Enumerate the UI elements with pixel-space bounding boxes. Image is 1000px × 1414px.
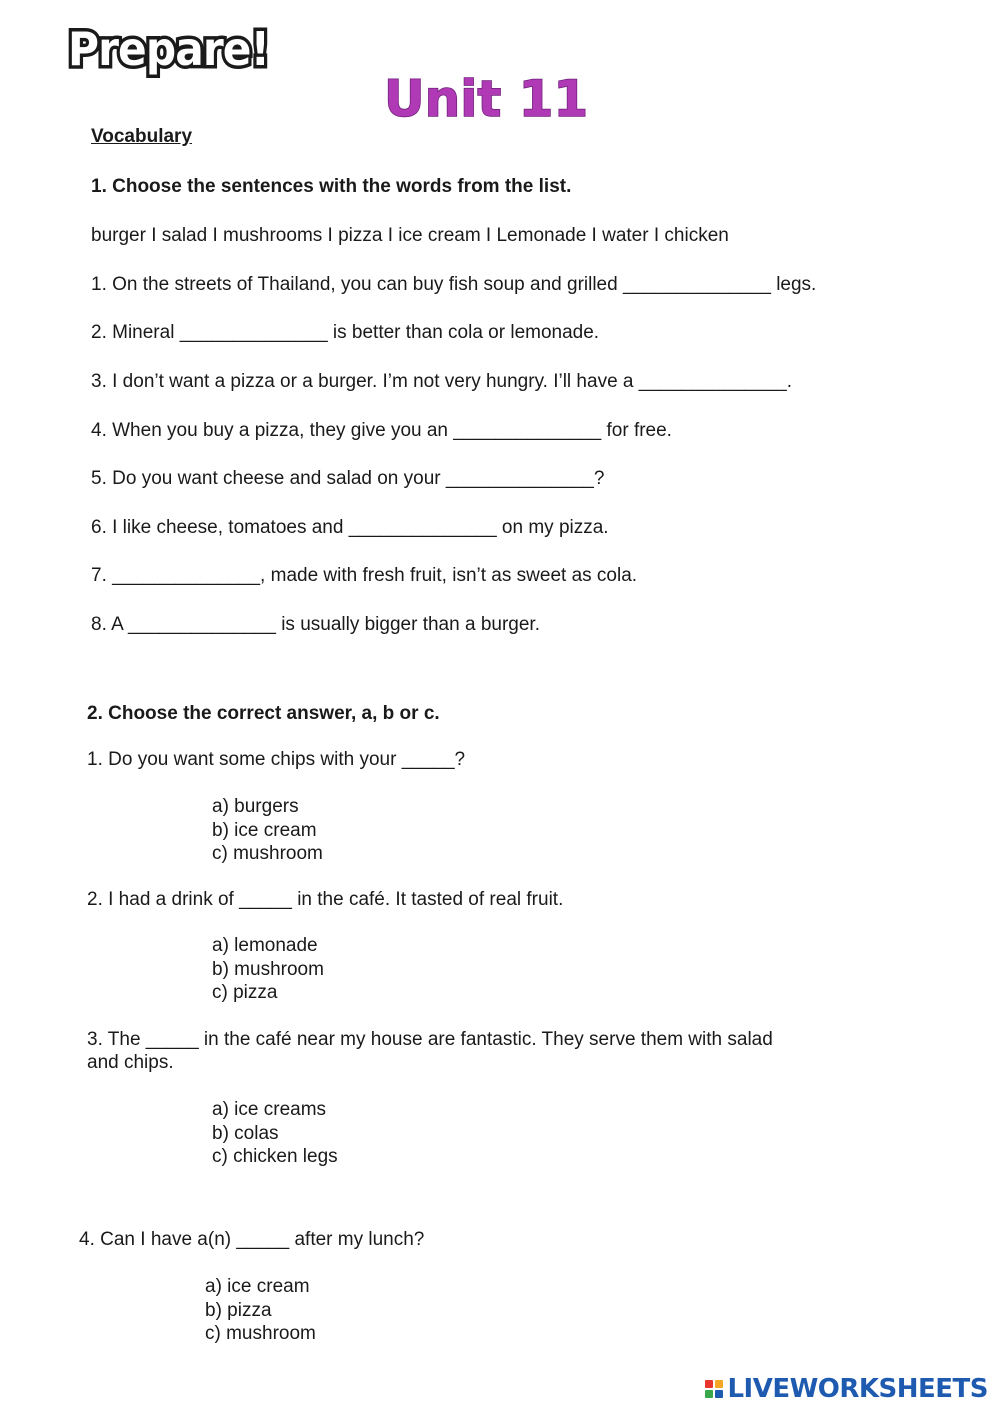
answer-option[interactable]: b) pizza — [205, 1299, 272, 1321]
exercise1-item: 1. On the streets of Thailand, you can buy fish soup and grilled ______________ legs. — [91, 274, 817, 295]
exercise1-item: 2. Mineral ______________ is better than cola or lemonade. — [91, 322, 600, 343]
liveworksheets-logo — [705, 1374, 988, 1404]
exercise1-item: 8. A ______________ is usually bigger than a burger. — [91, 614, 540, 635]
answer-option[interactable]: c) pizza — [212, 982, 278, 1003]
question-text-continued: and chips. — [87, 1052, 174, 1073]
question-text: 3. The _____ in the café near my house are fantastic. They serve them with salad — [87, 1029, 773, 1050]
exercise2-instruction: 2. Choose the correct answer, a, b or c. — [87, 703, 440, 724]
answer-option[interactable]: b) colas — [212, 1122, 279, 1144]
exercise1-item: 7. ______________, made with fresh fruit, isn’t as sweet as cola. — [91, 565, 638, 586]
answer-options — [212, 1098, 338, 1169]
liveworksheets-icon — [705, 1380, 723, 1398]
exercise1-item: 5. Do you want cheese and salad on your ______________? — [91, 468, 605, 489]
section-title: Vocabulary — [91, 126, 193, 147]
exercise1-item: 4. When you buy a pizza, they give you an ______________ for free. — [91, 420, 672, 441]
answer-option[interactable]: c) mushroom — [212, 843, 323, 864]
exercise1-instruction: 1. Choose the sentences with the words from the list. — [91, 176, 572, 197]
exercise1-item: 6. I like cheese, tomatoes and ______________ on my pizza. — [91, 517, 609, 538]
liveworksheets-brand: LIVEWORKSHEETS — [727, 1374, 988, 1404]
question-text: 4. Can I have a(n) _____ after my lunch? — [79, 1229, 425, 1250]
answer-options — [205, 1275, 316, 1346]
answer-option[interactable]: b) mushroom — [212, 958, 324, 980]
answer-option[interactable]: a) ice creams — [212, 1099, 327, 1120]
question-text: 1. Do you want some chips with your _____? — [87, 749, 466, 770]
answer-option[interactable]: a) lemonade — [212, 935, 318, 956]
answer-options — [212, 934, 324, 1005]
unit-title: Unit 11 — [384, 70, 589, 128]
exercise1-item: 3. I don’t want a pizza or a burger. I’m not very hungry. I’ll have a ______________. — [91, 371, 792, 392]
answer-option[interactable]: c) mushroom — [205, 1323, 316, 1344]
answer-options — [212, 795, 323, 866]
word-list: burger I salad I mushrooms I pizza I ice cream I Lemonade I water I chicken — [91, 225, 729, 246]
answer-option[interactable]: a) ice cream — [205, 1276, 310, 1297]
prepare-logo: Prepare! — [68, 22, 269, 76]
answer-option[interactable]: c) chicken legs — [212, 1146, 338, 1167]
answer-option[interactable]: b) ice cream — [212, 819, 317, 841]
answer-option[interactable]: a) burgers — [212, 796, 299, 817]
question-text: 2. I had a drink of _____ in the café. It tasted of real fruit. — [87, 889, 564, 910]
